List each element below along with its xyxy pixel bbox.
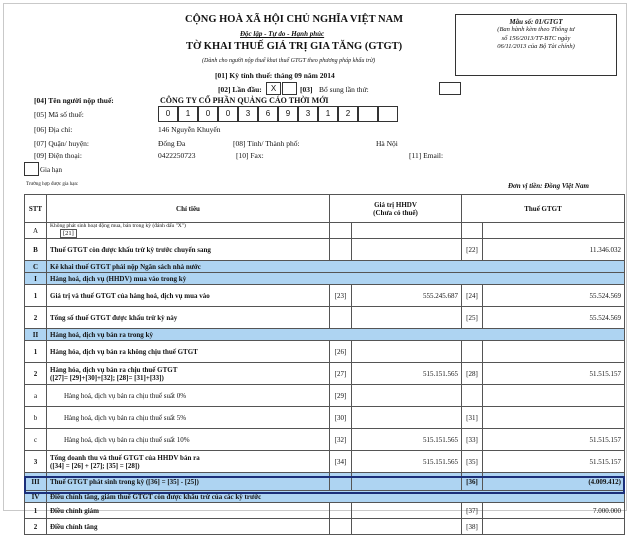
row-value-vat[interactable]: 11.346.032 (483, 239, 625, 261)
tax-id-digit-cell[interactable]: 1 (318, 106, 338, 122)
row-stt: 1 (25, 285, 47, 307)
row-item-formula: ([34] = [26] + [27]; [35] = [28]) (50, 461, 140, 470)
phone-label: [09] Điện thoại: (34, 151, 82, 160)
row-item (47, 307, 330, 329)
row-section-title: Điều chỉnh tăng, giảm thuế GTGT còn được khấu trừ của các kỳ trước (47, 491, 625, 503)
row-stt: 1 (25, 503, 47, 519)
row-code-2: [31] (462, 407, 483, 429)
address-value: 146 Nguyễn Khuyến (158, 125, 221, 134)
tax-id-digit-cell[interactable]: 2 (338, 106, 358, 122)
row-code-1: [26] (330, 341, 352, 363)
supplement-count-box[interactable] (439, 82, 461, 95)
address-label: [06] Địa chỉ: (34, 125, 73, 134)
supplement-code: [03] (300, 85, 313, 94)
row-code-2 (462, 341, 483, 363)
row-value-hhdv[interactable] (352, 407, 462, 429)
tax-period: [01] Kỳ tính thuế: tháng 09 năm 2014 (215, 71, 335, 80)
tax-id-label: [05] Mã số thuế: (34, 110, 84, 119)
tax-id-digit-cell[interactable]: 0 (218, 106, 238, 122)
row-code-2: [25] (462, 307, 483, 329)
row-code-2: [33] (462, 429, 483, 451)
row-value-vat[interactable] (483, 385, 625, 407)
row-item-label: Tổng doanh thu và thuế GTGT của HHDV bán ra (50, 453, 200, 462)
highlight-selection-box (24, 476, 625, 494)
row-value-vat[interactable]: 51.515.157 (483, 429, 625, 451)
row-stt: A (25, 223, 47, 239)
district-label: [07] Quận/ huyện: (34, 139, 89, 148)
row-code-1: [23] (330, 285, 352, 307)
row-item (47, 223, 330, 239)
tax-id-digit-cell[interactable] (378, 106, 398, 122)
row-stt: 2 (25, 363, 47, 385)
row-stt: I (25, 273, 47, 285)
table-row (25, 239, 625, 261)
row-value-vat[interactable] (483, 407, 625, 429)
extension-case-label: Trường hợp được gia hạn: (26, 182, 79, 187)
row-code-1 (330, 307, 352, 329)
row-value-hhdv[interactable] (352, 239, 462, 261)
row-stt: c (25, 429, 47, 451)
tax-id-digit-cell[interactable]: 0 (198, 106, 218, 122)
row-item-formula: ([27]= [29]+[30]+[32]; [28]= [31]+[33]) (50, 373, 164, 382)
row-code-2: [24] (462, 285, 483, 307)
table-row (25, 363, 625, 385)
row-section-title: Hàng hoá, dịch vụ bán ra trong kỳ (47, 329, 625, 341)
row-item-label: Điều chỉnh giảm (50, 506, 100, 515)
motto: Độc lập - Tự do - Hạnh phúc (240, 30, 325, 38)
row-item-label: Thuế GTGT phát sinh trong kỳ ([36] = [35] - [25]) (50, 477, 199, 486)
row-item (47, 503, 330, 519)
row-value-hhdv[interactable] (352, 503, 462, 519)
row-value-hhdv[interactable]: 555.245.687 (352, 285, 462, 307)
table-row (25, 429, 625, 451)
row-item-label: Điều chỉnh tăng (50, 522, 98, 531)
table-row (25, 285, 625, 307)
col-vat: Thuế GTGT (462, 195, 625, 223)
row-stt: 3 (25, 451, 47, 473)
row-item (47, 341, 330, 363)
row-code-2: [22] (462, 239, 483, 261)
row-item-label: Giá trị và thuế GTGT của hàng hoá, dịch vụ mua vào (50, 291, 210, 300)
table-row (25, 385, 625, 407)
row-section-title: Hàng hoá, dịch vụ (HHDV) mua vào trong kỳ (47, 273, 625, 285)
row-value-vat[interactable] (483, 223, 625, 239)
row-stt: a (25, 385, 47, 407)
table-row (25, 273, 625, 285)
tax-id-digit-cell[interactable]: 0 (158, 106, 178, 122)
row-value-hhdv[interactable]: 515.151.565 (352, 429, 462, 451)
table-row (25, 341, 625, 363)
row-value-hhdv[interactable] (352, 341, 462, 363)
row-item (47, 285, 330, 307)
row-item (47, 407, 330, 429)
province-label: [08] Tỉnh/ Thành phố: (233, 139, 300, 148)
first-time-checkbox[interactable]: X (266, 82, 281, 95)
row-item-label: Tổng số thuế GTGT được khấu trừ kỳ này (50, 313, 178, 322)
table-row (25, 261, 625, 273)
taxpayer-name-label: [04] Tên người nộp thuế: (34, 96, 114, 105)
form-code-note-3: 06/11/2013 của Bộ Tài chính) (497, 43, 575, 50)
row-value-hhdv[interactable]: 515.151.565 (352, 363, 462, 385)
tax-id-digit-cell[interactable] (358, 106, 378, 122)
row-code-2 (462, 385, 483, 407)
row-code-2: [38] (462, 519, 483, 535)
table-row (25, 223, 625, 239)
row-stt: B (25, 239, 47, 261)
row-code-1: [32] (330, 429, 352, 451)
row-code-1 (330, 503, 352, 519)
row-code-1: [34] (330, 451, 352, 473)
row-value-vat[interactable] (483, 341, 625, 363)
row-code-1 (330, 239, 352, 261)
form-code-box (455, 14, 617, 76)
row-value-hhdv[interactable] (352, 385, 462, 407)
tax-id-digit-cell[interactable]: 6 (258, 106, 278, 122)
row-code-2: [28] (462, 363, 483, 385)
table-row (25, 503, 625, 519)
supplement-checkbox[interactable] (282, 82, 297, 95)
table-row (25, 519, 625, 535)
row-value-hhdv[interactable] (352, 307, 462, 329)
row-stt: C (25, 261, 47, 273)
row-item (47, 239, 330, 261)
col-value-hhdv (330, 195, 462, 223)
row-code-2: [36] (462, 473, 483, 491)
row-code-1 (330, 519, 352, 535)
form-subtitle: (Dành cho người nộp thuế khai thuế GTGT theo phương pháp khấu trừ) (202, 58, 376, 64)
row-item (47, 363, 330, 385)
row-stt: 2 (25, 519, 47, 535)
currency-unit: Đơn vị tiền: Đồng Việt Nam (508, 182, 589, 190)
row-item (47, 429, 330, 451)
row-value-hhdv[interactable]: 515.151.565 (352, 451, 462, 473)
row-item (47, 519, 330, 535)
row-code-2: [37] (462, 503, 483, 519)
row-code-1: [27] (330, 363, 352, 385)
row-item-label: Hàng hóa, dịch vụ bán ra chịu thuế GTGT (50, 365, 178, 374)
form-title: TỜ KHAI THUẾ GIÁ TRỊ GIA TĂNG (GTGT) (186, 41, 403, 52)
row-stt: IV (25, 491, 47, 503)
email-label: [11] Email: (409, 151, 444, 160)
row-section-title: Kê khai thuế GTGT phải nộp Ngân sách nhà nước (47, 261, 625, 273)
tax-id-digit-cell[interactable]: 3 (298, 106, 318, 122)
row-code-2 (462, 223, 483, 239)
row-code: [21] (60, 229, 77, 238)
row-item-label: Hàng hóa, dịch vụ bán ra không chịu thuế GTGT (50, 347, 198, 356)
col-value-hhdv-sub: (Chưa có thuế) (373, 208, 418, 217)
table-row (25, 451, 625, 473)
row-item-label: Hàng hoá, dịch vụ bán ra chịu thuế suất 5% (64, 413, 187, 422)
row-item-label: Hàng hoá, dịch vụ bán ra chịu thuế suất 10% (64, 435, 190, 444)
fax-label: [10] Fax: (236, 151, 264, 160)
row-value-vat[interactable]: 51.515.157 (483, 451, 625, 473)
nation-title: CỘNG HOÀ XÃ HỘI CHỦ NGHĨA VIỆT NAM (185, 14, 404, 25)
row-stt: II (25, 329, 47, 341)
row-code-1 (330, 223, 352, 239)
table-row (25, 329, 625, 341)
tax-id-digit-cell[interactable]: 3 (238, 106, 258, 122)
row-item (47, 451, 330, 473)
row-value-vat[interactable]: (4.009.412) (483, 473, 625, 491)
table-header-row (25, 195, 625, 223)
supplement-label: Bổ sung lần thứ: (319, 85, 369, 94)
extension-label: Gia hạn (40, 166, 62, 174)
row-value-hhdv[interactable] (352, 519, 462, 535)
tax-id-digit-cell[interactable]: 1 (178, 106, 198, 122)
form-code-note-1: (Ban hành kèm theo Thông tư (497, 26, 575, 33)
phone-value: 0422250723 (158, 151, 196, 160)
row-value-vat[interactable]: 55.524.569 (483, 285, 625, 307)
row-code-2: [35] (462, 451, 483, 473)
col-stt: STT (25, 195, 47, 223)
row-value-vat[interactable] (483, 519, 625, 535)
first-time-label: [02] Lần đầu: (218, 85, 262, 94)
row-code-1: [29] (330, 385, 352, 407)
extension-checkbox[interactable] (24, 162, 39, 176)
row-value-vat[interactable]: 55.524.569 (483, 307, 625, 329)
tax-id-digit-cell[interactable]: 9 (278, 106, 298, 122)
row-item-label: Hàng hoá, dịch vụ bán ra chịu thuế suất 0% (64, 391, 187, 400)
row-stt: 1 (25, 341, 47, 363)
row-code-1: [30] (330, 407, 352, 429)
province-value: Hà Nội (376, 139, 398, 148)
row-item (47, 385, 330, 407)
table-row (25, 307, 625, 329)
row-value-vat[interactable]: 7.000.000 (483, 503, 625, 519)
table-row (25, 407, 625, 429)
taxpayer-name: CÔNG TY CỔ PHẦN QUẢNG CÁO THỜI MỚI (160, 96, 329, 105)
row-stt: b (25, 407, 47, 429)
form-code-note-2: số 156/2013/TT-BTC ngày (501, 34, 571, 42)
row-item-label: Thuế GTGT còn được khấu trừ kỳ trước chuyển sang (50, 245, 211, 254)
col-item: Chỉ tiêu (47, 195, 330, 223)
row-stt: 2 (25, 307, 47, 329)
row-item-label: Không phát sinh hoạt động mua, bán trong kỳ (đánh dấu "X") (50, 223, 186, 229)
form-code: Mẫu số: 01/GTGT (509, 18, 563, 26)
row-value-hhdv[interactable] (352, 223, 462, 239)
district-value: Đống Đa (158, 139, 186, 148)
col-value-hhdv-title: Giá trị HHDV (374, 200, 417, 209)
row-stt: III (25, 473, 47, 491)
row-value-vat[interactable]: 51.515.157 (483, 363, 625, 385)
